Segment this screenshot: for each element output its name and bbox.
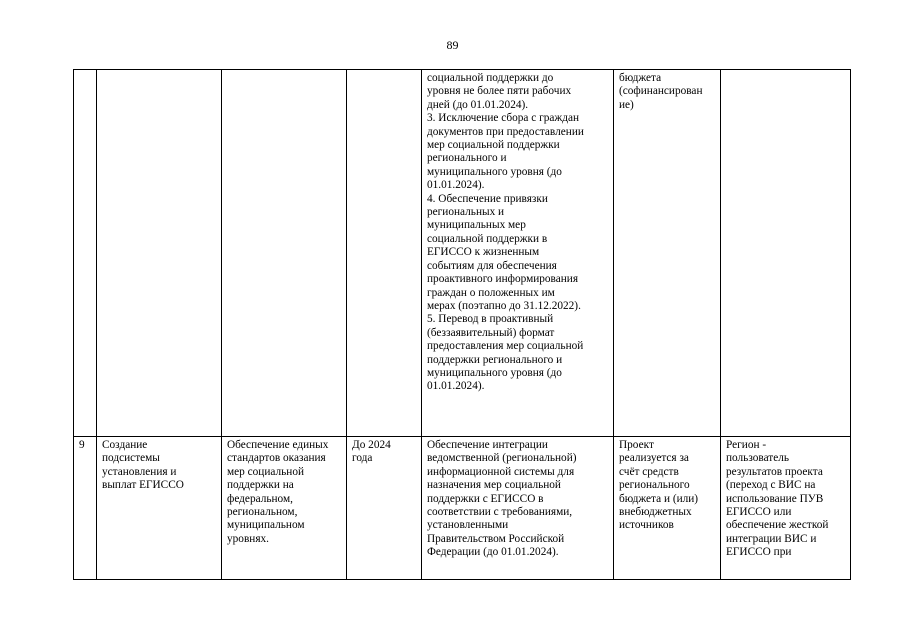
text-line: мер социальной поддержки (427, 139, 560, 152)
cell-name (97, 70, 222, 437)
text-line: интеграции ВИС и (726, 532, 817, 545)
text-line: года (352, 452, 373, 465)
table-row-9 (74, 437, 851, 580)
text-line: 5. Перевод в проактивный (427, 313, 554, 326)
text-line: проактивного информирования (427, 273, 579, 286)
text-line: пользователь (726, 452, 790, 465)
text-line: муниципальном (227, 519, 305, 532)
cell-description (422, 437, 614, 580)
text-line: информационной системы для (427, 465, 575, 478)
text-line: источников (619, 519, 674, 532)
cell-description (422, 70, 614, 437)
text-line: поддержки с ЕГИССО в (427, 492, 544, 505)
text-line: стандартов оказания (227, 452, 326, 465)
text-line: Создание (102, 439, 148, 451)
cell-funding (614, 70, 721, 437)
text-line: социальной поддержки до (427, 72, 554, 84)
text-line: поддержки регионального и (427, 353, 563, 366)
text-line: Регион - (726, 439, 767, 451)
text-line: ЕГИССО при (726, 546, 792, 559)
text-line: Обеспечение интеграции (427, 439, 548, 451)
text-line: ЕГИССО или (726, 506, 792, 519)
text-line: 4. Обеспечение привязки (427, 192, 548, 205)
cell-goal (222, 437, 347, 580)
text-line: 01.01.2024). (427, 179, 485, 192)
text-line: результатов проекта (726, 465, 823, 478)
text-line: Федерации (до 01.01.2024). (427, 546, 559, 559)
text-line: граждан о положенных им (427, 286, 555, 299)
text-line: регионального и (427, 152, 507, 165)
text-line: До 2024 (352, 439, 391, 451)
text-line: установления и (102, 465, 177, 478)
text-line: использование ПУВ (726, 492, 824, 505)
cell-funding (614, 437, 721, 580)
text-line: выплат ЕГИССО (102, 479, 184, 492)
document-table (73, 69, 851, 580)
text-line: уровня не более пяти рабочих (427, 85, 572, 98)
cell-number (74, 70, 97, 437)
text-line: назначения мер социальной (427, 479, 561, 492)
text-line: (переход с ВИС на (726, 479, 816, 492)
text-line: соответствии с требованиями, (427, 506, 573, 519)
text-line: ие) (619, 98, 634, 111)
text-line: реализуется за (619, 452, 689, 465)
text-line: муниципального уровня (до (427, 165, 562, 178)
cell-name (97, 437, 222, 580)
text-line: социальной поддержки в (427, 232, 548, 245)
cell-deadline (347, 70, 422, 437)
text-line: документов при предоставлении (427, 125, 584, 138)
text-line: предоставления мер социальной (427, 340, 584, 353)
text-line: регионального (619, 479, 690, 492)
text-line: региональном, (227, 506, 298, 519)
text-line: мер социальной (227, 465, 305, 478)
page-number: 89 (446, 38, 459, 52)
table-row-continued (74, 70, 851, 437)
text-line: обеспечение жесткой (726, 519, 829, 532)
text-line: событиям для обеспечения (427, 259, 557, 272)
row-number: 9 (79, 439, 85, 451)
cell-notes (721, 437, 851, 580)
text-line: мерах (поэтапно до 31.12.2022). (427, 299, 581, 312)
text-line: подсистемы (102, 452, 160, 465)
text-line: ведомственной (региональной) (427, 452, 577, 465)
text-line: ЕГИССО к жизненным (427, 246, 540, 259)
text-line: поддержки на (227, 479, 294, 492)
text-line: Правительством Российской (427, 532, 565, 545)
text-line: счёт средств (619, 465, 679, 478)
text-line: (софинансирован (619, 85, 703, 98)
text-line: федеральном, (227, 492, 293, 505)
cell-notes (721, 70, 851, 437)
text-line: муниципального уровня (до (427, 366, 562, 379)
text-line: внебюджетных (619, 506, 692, 519)
text-line: 01.01.2024). (427, 380, 485, 393)
text-line: уровнях. (227, 532, 269, 545)
text-line: бюджета (619, 72, 662, 84)
text-line: Проект (619, 439, 654, 451)
cell-deadline (347, 437, 422, 580)
text-line: бюджета и (или) (619, 492, 699, 505)
text-line: муниципальных мер (427, 219, 526, 232)
text-line: Обеспечение единых (227, 439, 329, 451)
text-line: (беззаявительный) формат (427, 326, 555, 339)
cell-goal (222, 70, 347, 437)
text-line: региональных и (427, 206, 505, 219)
text-line: 3. Исключение сбора с граждан (427, 112, 580, 125)
text-line: установленными (427, 519, 509, 532)
cell-number (74, 437, 97, 580)
text-line: дней (до 01.01.2024). (427, 98, 529, 111)
